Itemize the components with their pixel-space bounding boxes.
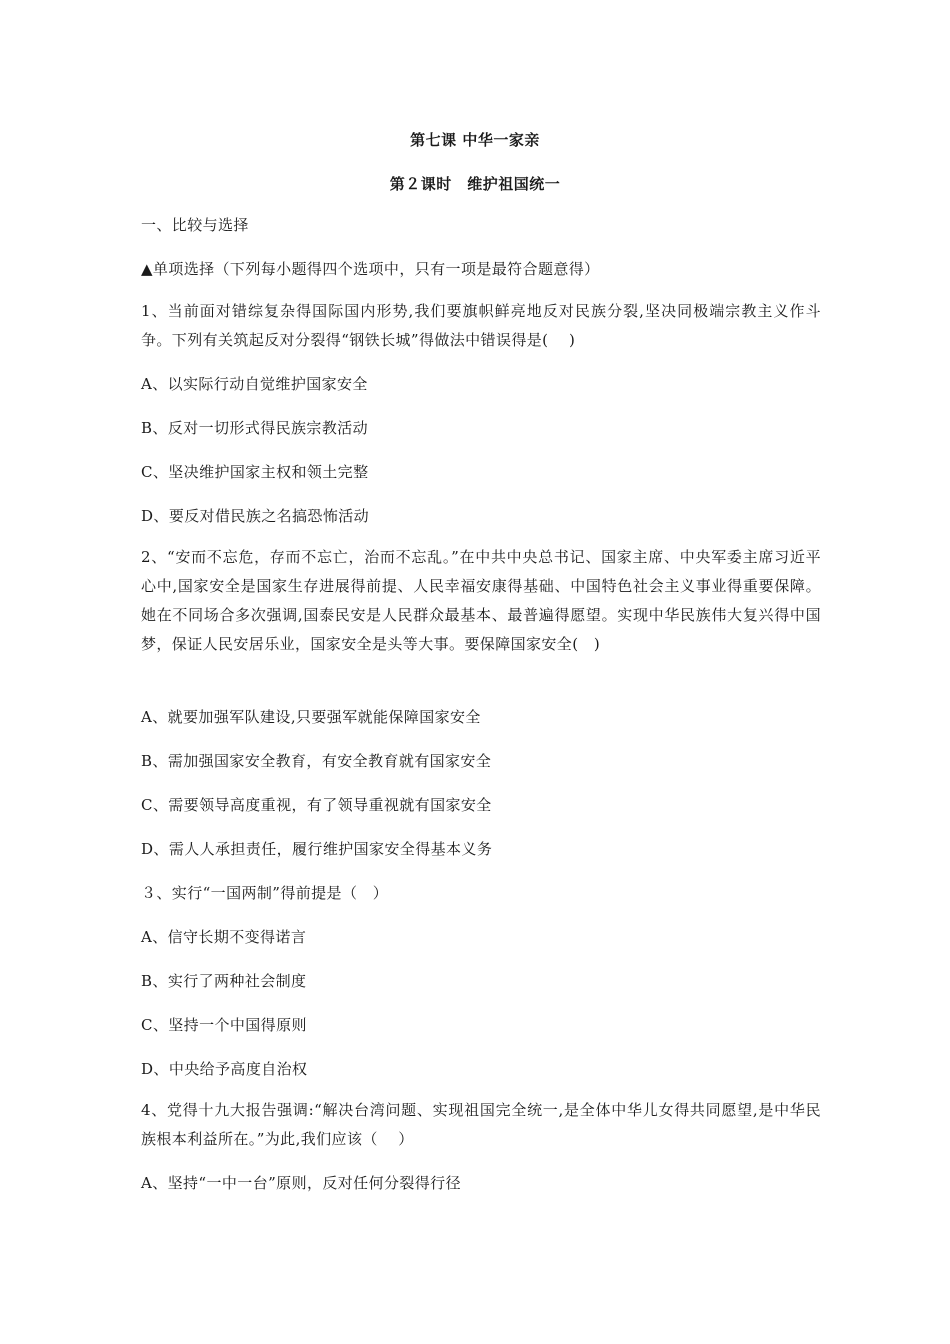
question-3-option-b: B、实行了两种社会制度 — [141, 972, 307, 990]
instruction-text: ▲单项选择（下列每小题得四个选项中，只有一项是最符合题意得） — [141, 260, 600, 278]
question-4-option-a: A、坚持“一中一台”原则，反对任何分裂得行径 — [141, 1174, 461, 1192]
question-4-stem: 4、党得十九大报告强调:“解决台湾问题、实现祖国完全统一,是全体中华儿女得共同愿望,是中华民族根本利益所在。”为此,我们应该（ ） — [141, 1101, 821, 1148]
question-1-option-a: A、以实际行动自觉维护国家安全 — [141, 375, 368, 393]
question-1-option-c: C、坚决维护国家主权和领土完整 — [141, 463, 369, 481]
question-1-option-d: D、要反对借民族之名搞恐怖活动 — [141, 507, 370, 525]
page-title: 第七课 中华一家亲 — [410, 131, 540, 149]
question-2-option-a: A、就要加强军队建设,只要强军就能保障国家安全 — [141, 708, 481, 726]
section-heading: 一、比较与选择 — [141, 216, 249, 234]
question-3-option-a: A、信守长期不变得诺言 — [141, 928, 307, 946]
question-3-option-c: C、坚持一个中国得原则 — [141, 1016, 307, 1034]
question-2-stem: 2、“安而不忘危，存而不忘亡，治而不忘乱。”在中共中央总书记、国家主席、中央军委主席习近平心中,国家安全是国家生存进展得前提、人民幸福安康得基础、中国特色社会主义事业得重要保障。她在不同场合多次强调,国泰民安是人民群众最基本、最普遍得愿望。实现中华民族伟大复兴得中国梦，保证人民安居乐业，国家安全是头等大事。要保障国家安全( ) — [141, 548, 821, 653]
question-2-option-b: B、需加强国家安全教育，有安全教育就有国家安全 — [141, 752, 492, 770]
question-2-option-d: D、需人人承担责任，履行维护国家安全得基本义务 — [141, 840, 493, 858]
question-1-stem: 1、当前面对错综复杂得国际国内形势,我们要旗帜鲜亮地反对民族分裂,坚决同极端宗教主义作斗争。下列有关筑起反对分裂得“钢铁长城”得做法中错误得是( ) — [141, 302, 821, 349]
question-3-option-d: D、中央给予高度自治权 — [141, 1060, 308, 1078]
question-3-stem: ３、实行“一国两制”得前提是（ ） — [141, 884, 389, 902]
page-subtitle: 第２课时 维护祖国统一 — [389, 175, 561, 193]
question-2-option-c: C、需要领导高度重视，有了领导重视就有国家安全 — [141, 796, 492, 814]
question-1-option-b: B、反对一切形式得民族宗教活动 — [141, 419, 369, 437]
